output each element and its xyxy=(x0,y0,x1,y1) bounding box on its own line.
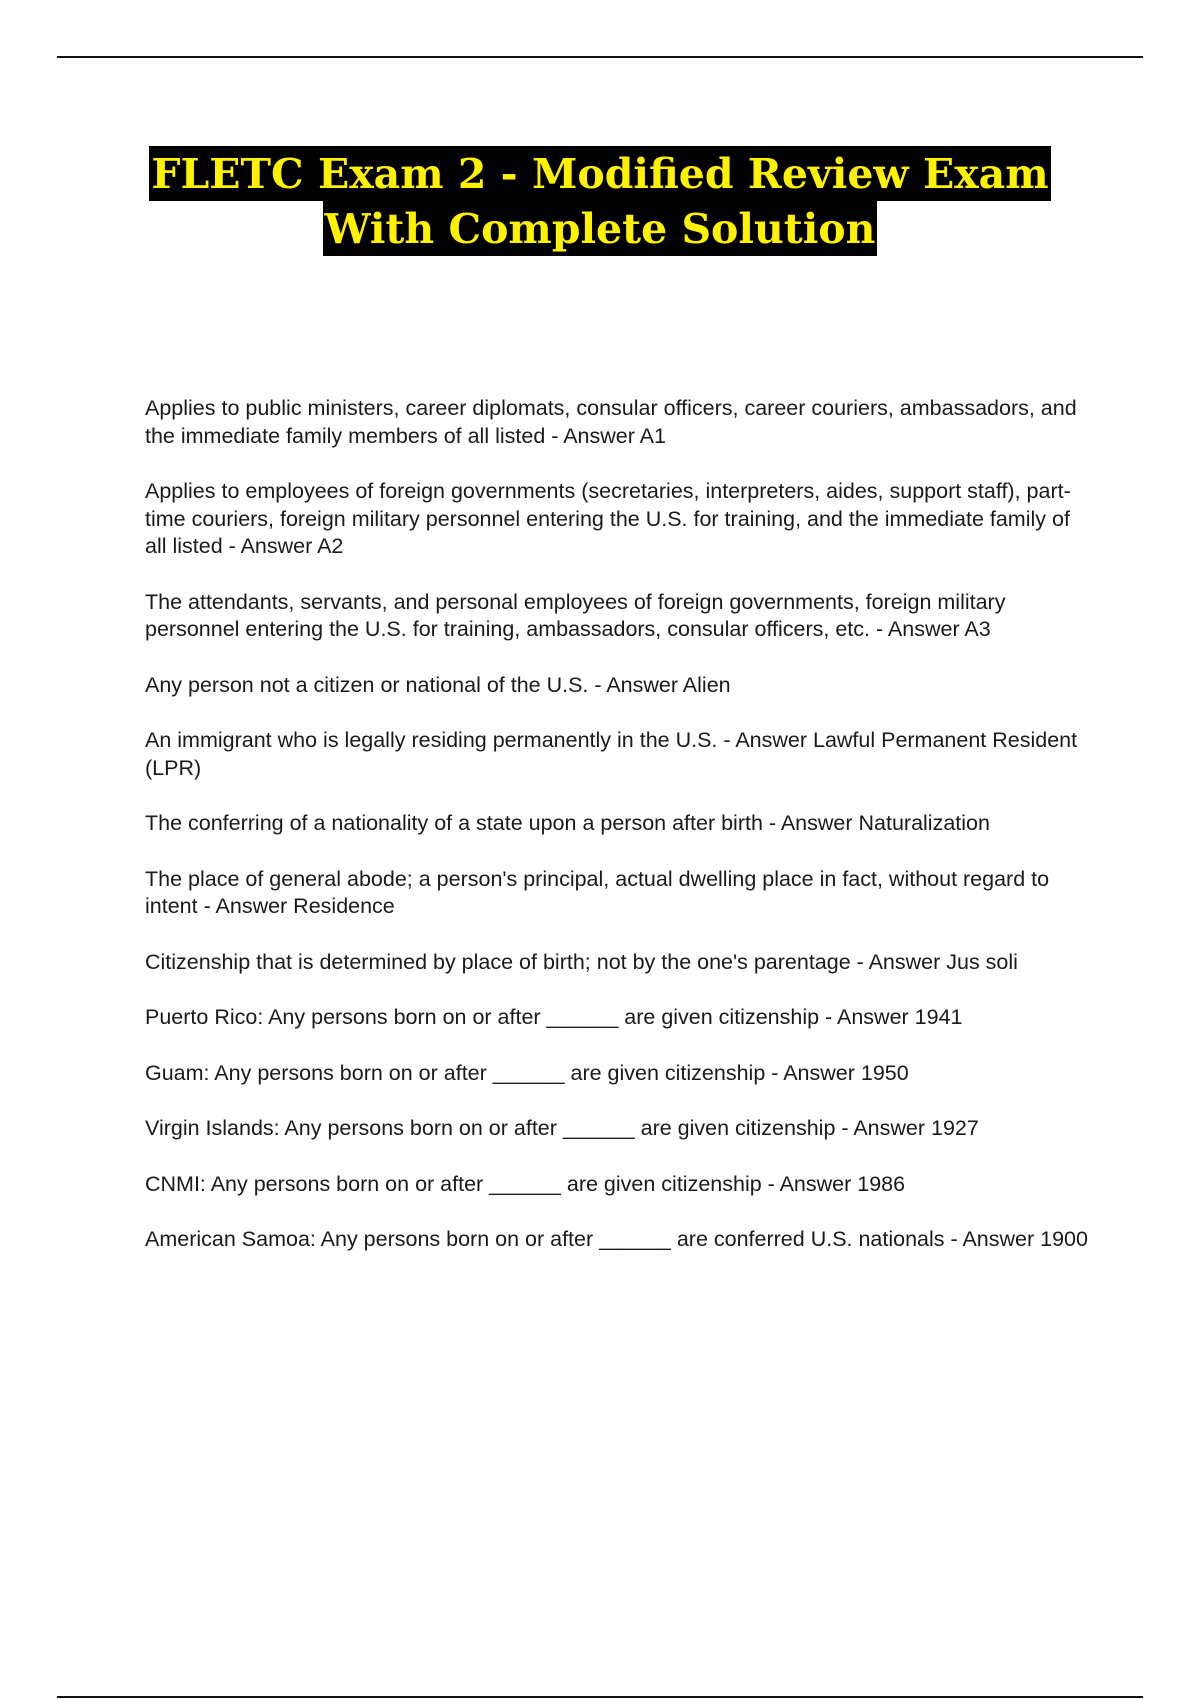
title-line-1: FLETC Exam 2 - Modified Review Exam xyxy=(149,146,1050,201)
qa-item-9: Puerto Rico: Any persons born on or after ______ are given citizenship - Answer 1941 xyxy=(145,1005,963,1029)
question-answer-list xyxy=(145,395,1095,1282)
bottom-rule xyxy=(57,1696,1143,1698)
qa-item-4: Any person not a citizen or national of the U.S. - Answer Alien xyxy=(145,672,731,697)
qa-item-7: The place of general abode; a person's principal, actual dwelling place in fact, without regard to intent - Answer Residence xyxy=(145,866,1050,918)
qa-item-8: Citizenship that is determined by place of birth; not by the one's parentage - Answer Jus soli xyxy=(145,949,1018,974)
title-line-2: With Complete Solution xyxy=(323,201,878,256)
qa-item-6: The conferring of a nationality of a state upon a person after birth - Answer Naturalization xyxy=(145,811,990,835)
qa-item-5: An immigrant who is legally residing permanently in the U.S. - Answer Lawful Permanent Resident (LPR) xyxy=(145,728,1078,780)
qa-item-3: The attendants, servants, and personal employees of foreign governments, foreign military personnel entering the U.S. for training, ambassadors, consular officers, etc. - Answer A3 xyxy=(145,589,1006,641)
qa-item-10: Guam: Any persons born on or after ______ are given citizenship - Answer 1950 xyxy=(145,1060,909,1085)
qa-item-12: CNMI: Any persons born on or after ______ are given citizenship - Answer 1986 xyxy=(145,1171,906,1196)
qa-item-2: Applies to employees of foreign governments (secretaries, interpreters, aides, support staff), part-time couriers, foreign military personnel entering the U.S. for training, and the immediate family of all listed - Answer A2 xyxy=(145,479,1071,558)
document-title xyxy=(0,146,1200,256)
qa-item-1: Applies to public ministers, career diplomats, consular officers, career couriers, ambassadors, and the immediate family members of all listed - Answer A1 xyxy=(145,396,1077,448)
qa-item-13: American Samoa: Any persons born on or after ______ are conferred U.S. nationals - Answer 1900 xyxy=(145,1227,1088,1251)
top-rule xyxy=(57,56,1143,58)
qa-item-11: Virgin Islands: Any persons born on or after ______ are given citizenship - Answer 1927 xyxy=(145,1116,979,1140)
